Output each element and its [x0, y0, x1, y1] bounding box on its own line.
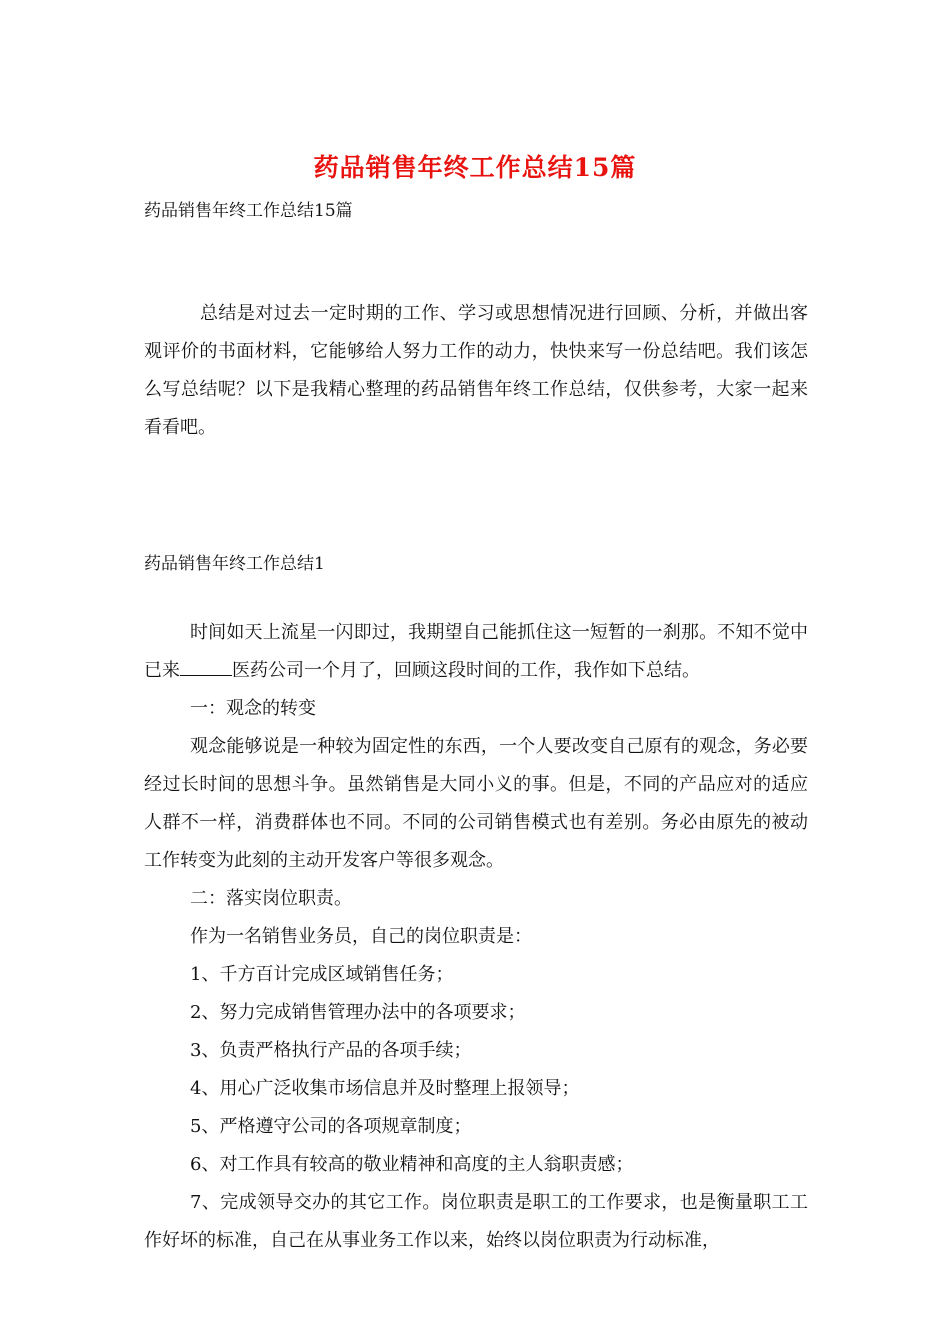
list-item: 6、对工作具有较高的敬业精神和高度的主人翁职责感； — [190, 1154, 634, 1175]
heading-job-duties: 二：落实岗位职责。 — [190, 888, 352, 909]
list-item: 3、负责严格执行产品的各项手续； — [190, 1040, 472, 1061]
heading-concept-change: 一：观念的转变 — [190, 698, 316, 719]
opening-text-before-blank: 时间如天上流星一闪即过，我期望自己能抓住这一短暂的一刹那。不知不觉中已来 — [144, 622, 808, 681]
list-item: 1、千方百计完成区域销售任务； — [190, 964, 454, 985]
intro-paragraph: 总结是对过去一定时期的工作、学习或思想情况进行回顾、分析，并做出客观评价的书面材料，它能够给人努力工作的动力，快快来写一份总结吧。我们该怎么写总结呢？以下是我精心整理的药品销售年终工作总结，仅供参考，大家一起来看看吧。 — [144, 303, 808, 438]
list-item: 5、严格遵守公司的各项规章制度； — [190, 1116, 472, 1137]
list-item: 4、用心广泛收集市场信息并及时整理上报领导； — [190, 1078, 580, 1099]
paragraph-opening — [144, 614, 808, 690]
paragraph-duties-intro: 作为一名销售业务员，自己的岗位职责是： — [190, 926, 532, 947]
section-body — [144, 614, 808, 1260]
section-title: 药品销售年终工作总结1 — [144, 554, 325, 574]
document-title: 药品销售年终工作总结15篇 — [313, 153, 637, 182]
document-subtitle: 药品销售年终工作总结15篇 — [144, 201, 353, 221]
opening-text-after-blank: 医药公司一个月了，回顾这段时间的工作，我作如下总结。 — [232, 660, 700, 681]
paragraph-concept: 观念能够说是一种较为固定性的东西，一个人要改变自己原有的观念，务必要经过长时间的思想斗争。虽然销售是大同小义的事。但是，不同的产品应对的适应人群不一样，消费群体也不同。不同的公司销售模式也有差别。务必由原先的被动工作转变为此刻的主动开发客户等很多观念。 — [144, 736, 808, 871]
fill-in-blank — [180, 657, 232, 676]
list-item: 7、完成领导交办的其它工作。岗位职责是职工的工作要求，也是衡量职工工作好坏的标准，自己在从事业务工作以来，始终以岗位职责为行动标准， — [144, 1192, 808, 1251]
list-item: 2、努力完成销售管理办法中的各项要求； — [190, 1002, 526, 1023]
